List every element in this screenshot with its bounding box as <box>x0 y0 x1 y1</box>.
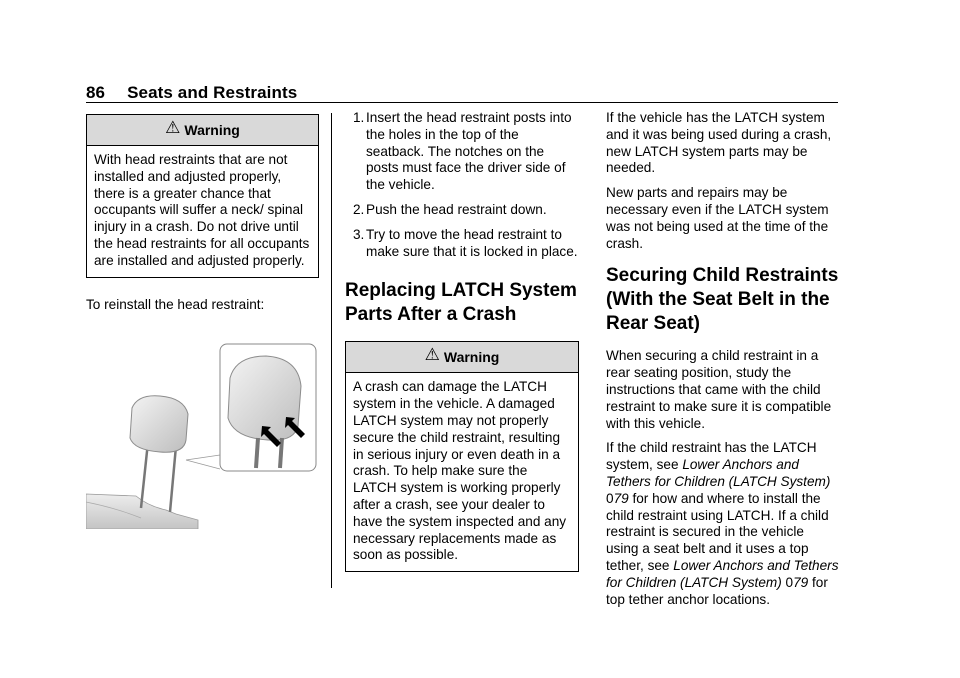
inset-post-left <box>256 438 258 468</box>
step-item <box>345 227 579 261</box>
warning-icon: ⚠ <box>424 344 440 364</box>
latch-reference-paragraph: If the child restraint has the LATCH system, see Lower Anchors and Tethers for Children (LATCH System) 079 for how and where to install the child restraint using LATCH. If a child restraint is secured in the vehicle using a seat belt and it uses a top tether, see Lower Anchors and Tethers for Children (LATCH System) 079 for top tether anchor locations. <box>606 440 839 607</box>
warning-text: A crash can damage the LATCH system in the vehicle. A damaged LATCH system may not properly secure the child restraint, resulting in serious injury or even death in a crash. To help make sure the LATCH system is working properly after a crash, see your dealer to have the system inspected and any necessary replacements made as soon as possible. <box>353 379 567 563</box>
step-text: Insert the head restraint posts into the holes in the top of the seatback. The notches on the posts must face the driver side of the vehicle. <box>366 110 572 193</box>
cross-reference-link[interactable]: Lower Anchors and Tethers for Children (LATCH System) <box>606 557 839 590</box>
step-item <box>345 202 579 219</box>
step-text: Push the head restraint down. <box>366 201 547 217</box>
leader-line-top <box>186 460 220 469</box>
warning-body <box>87 146 318 277</box>
header-rule <box>86 102 838 103</box>
column-3 <box>606 110 839 616</box>
warning-title: Warning <box>184 121 240 138</box>
step-item <box>345 110 579 194</box>
page-ref-arrow-icon: 0 <box>785 574 794 590</box>
warning-box-latch <box>345 341 579 572</box>
page-header <box>86 83 838 103</box>
reinstall-intro: To reinstall the head restraint: <box>86 296 265 312</box>
headrest-shape <box>130 396 188 453</box>
securing-intro-paragraph: When securing a child restraint in a rear seating position, study the instructions that came with the child restraint to make sure it is compatible with this vehicle. <box>606 348 832 431</box>
warning-header <box>346 342 578 373</box>
headrest-installation-illustration <box>86 342 318 529</box>
leader-line-bottom <box>186 455 220 460</box>
column-1 <box>86 114 319 321</box>
step-number: 2. <box>353 201 365 217</box>
latch-crash-paragraph: If the vehicle has the LATCH system and it was being used during a crash, new LATCH system parts may be needed. <box>606 110 832 176</box>
section-heading-latch-replace: Replacing LATCH System Parts After a Crash <box>345 280 577 326</box>
warning-title: Warning <box>443 348 500 365</box>
warning-text: With head restraints that are not installed and adjusted properly, there is a greater chance that occupants will suffer a neck/ spinal injury in a crash. Do not drive until the head restraints for all occupants are installed and adjusted properly. <box>94 152 310 268</box>
column-2 <box>345 110 579 591</box>
headrest-post-left <box>141 442 148 508</box>
headrest-post-right <box>170 446 176 512</box>
warning-body <box>346 373 578 571</box>
reinstall-steps <box>345 110 579 260</box>
page-reference[interactable]: 79 <box>613 490 629 506</box>
latch-repair-paragraph: New parts and repairs may be necessary even if the LATCH system was not being used at the time of the crash. <box>606 185 829 251</box>
page-reference[interactable]: 79 <box>793 574 809 590</box>
page-number: 86 <box>86 83 106 102</box>
warning-icon: ⚠ <box>165 117 181 137</box>
warning-header <box>87 115 318 146</box>
section-title: Seats and Restraints <box>127 83 298 102</box>
warning-box-headrest <box>86 114 319 278</box>
cross-reference-link[interactable]: Lower Anchors and Tethers for Children (LATCH System) <box>606 457 831 489</box>
step-number: 1. <box>353 110 365 125</box>
column-divider <box>331 113 332 588</box>
section-heading-securing: Securing Child Restraints (With the Seat Belt in the Rear Seat) <box>606 265 839 335</box>
step-number: 3. <box>353 226 365 242</box>
page-ref-arrow-icon: 0 <box>606 490 614 506</box>
step-text: Try to move the head restraint to make sure that it is locked in place. <box>366 226 578 259</box>
